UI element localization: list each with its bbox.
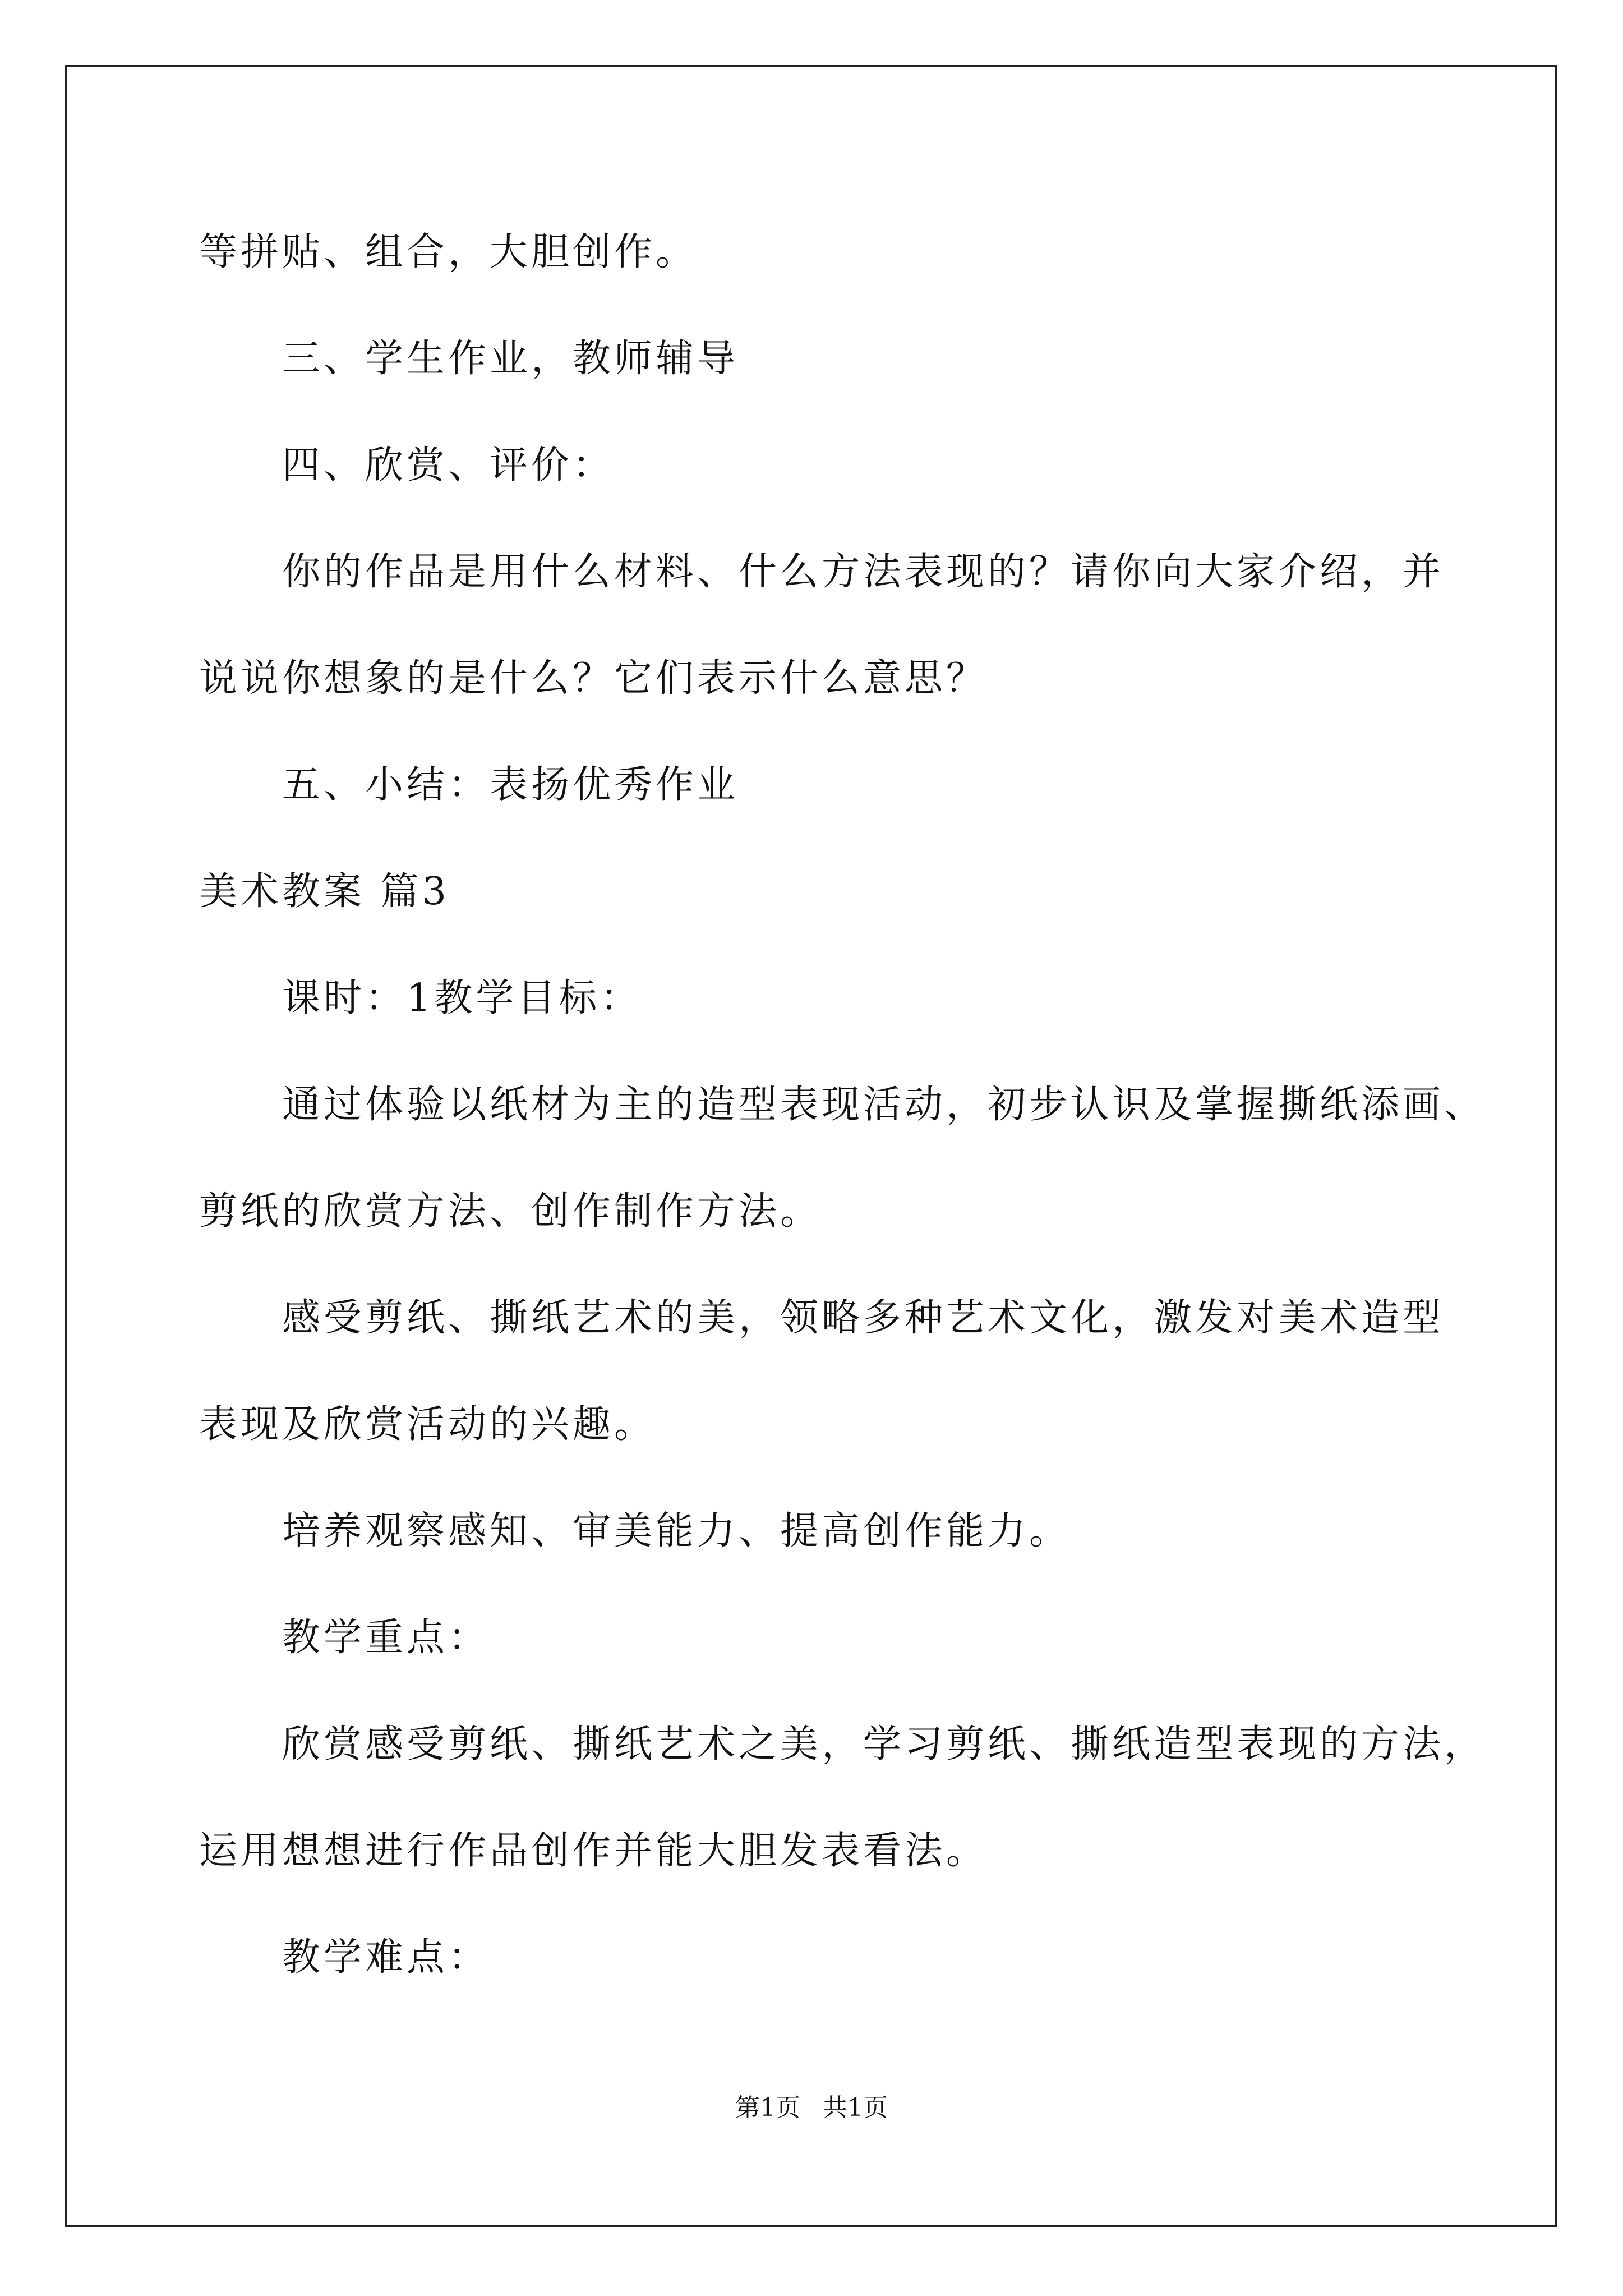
paragraph-line: 运用想想进行作品创作并能大胆发表看法。 xyxy=(199,1829,988,1873)
page-number: 第1页 xyxy=(735,2093,800,2122)
paragraph-line: 课时：1教学目标： xyxy=(282,976,642,1020)
paragraph-line: 你的作品是用什么材料、什么方法表现的？请你向大家介绍，并 xyxy=(282,550,1445,594)
page-border xyxy=(65,65,1557,2227)
paragraph-line: 说说你想象的是什么？它们表示什么意思？ xyxy=(199,656,988,701)
paragraph-line: 通过体验以纸材为主的造型表现活动，初步认识及掌握撕纸添画、 xyxy=(282,1083,1486,1127)
chapter-title: 美术教案 篇3 xyxy=(199,869,450,914)
paragraph-line: 感受剪纸、撕纸艺术的美，领略多种艺术文化，激发对美术造型 xyxy=(282,1296,1445,1340)
paragraph-line: 表现及欣赏活动的兴趣。 xyxy=(199,1402,656,1447)
section-heading: 教学难点： xyxy=(282,1935,490,1980)
section-heading: 教学重点： xyxy=(282,1616,490,1660)
section-heading: 四、欣赏、评价： xyxy=(282,443,615,487)
paragraph-line: 剪纸的欣赏方法、创作制作方法。 xyxy=(199,1189,822,1234)
section-heading: 三、学生作业，教师辅导 xyxy=(282,337,739,381)
section-heading: 五、小结：表扬优秀作业 xyxy=(282,763,739,807)
paragraph-line: 培养观察感知、审美能力、提高创作能力。 xyxy=(282,1509,1071,1553)
page-footer xyxy=(0,2092,1623,2124)
page-total: 共1页 xyxy=(823,2093,888,2122)
paragraph-line: 欣赏感受剪纸、撕纸艺术之美，学习剪纸、撕纸造型表现的方法， xyxy=(282,1722,1486,1766)
paragraph-line: 等拼贴、组合，大胆创作。 xyxy=(199,230,698,274)
